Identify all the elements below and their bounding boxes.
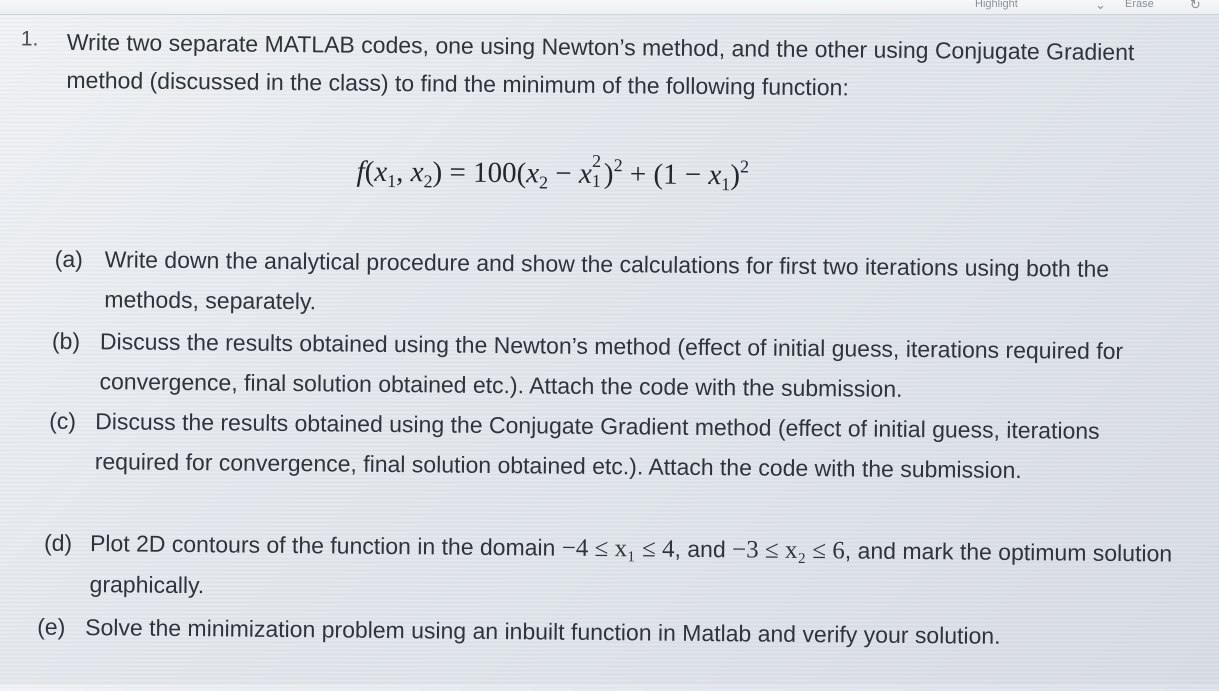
part-text: Solve the minimization problem using an inbuilt function in Matlab and verify your solution. [85, 614, 1001, 649]
part-c [48, 401, 1183, 532]
part-text: Plot 2D contours of the function in the domain −4 ≤ x₁ ≤ 4, and −3 ≤ x₂ ≤ 6, and mark the optimum solution graphically. [89, 530, 1173, 599]
domain-x1: −4 ≤ x₁ ≤ 4 [561, 534, 675, 563]
part-label: (e) [37, 613, 66, 640]
part-text: Write down the analytical procedure and show the calculations for first two iterations using both the methods, separately. [104, 246, 1110, 315]
part-text: Discuss the results obtained using the Conjugate Gradient method (effect of initial guess, iterations required for convergence, final solution obtained etc.). Attach the code with the submission. [94, 408, 1100, 484]
rotate-icon[interactable]: ↻ [1190, 0, 1201, 12]
objective-function-formula: $f(x_1$, $x_2) = 100(x_2 - x$ 2 1 )$^2 + (1 - x_1)^2$ [356, 150, 750, 195]
part-label: (b) [51, 327, 81, 355]
part-label: (a) [54, 245, 84, 273]
question-intro: Write two separate MATLAB codes, one using Newton’s method, and the other using Conjugate Gradient method (discussed in the class) to find the minimum of the following function: [66, 28, 1135, 101]
part-e [37, 607, 1183, 658]
part-b [51, 321, 1184, 412]
part-d [43, 523, 1184, 614]
highlight-button[interactable]: Highlight [975, 0, 1018, 10]
question-number: 1. [20, 27, 39, 51]
part-label: (c) [49, 407, 77, 434]
erase-button[interactable]: Erase [1125, 0, 1154, 10]
part-a [54, 239, 1185, 330]
chevron-down-icon[interactable]: ⌄ [1095, 0, 1106, 12]
domain-x2: −3 ≤ x₂ ≤ 6 [731, 536, 845, 565]
part-label: (d) [43, 529, 73, 556]
part-text: Discuss the results obtained using the Newton’s method (effect of initial guess, iterations required for convergence, final solution obtained etc.). Attach the code with the submission. [99, 328, 1124, 402]
